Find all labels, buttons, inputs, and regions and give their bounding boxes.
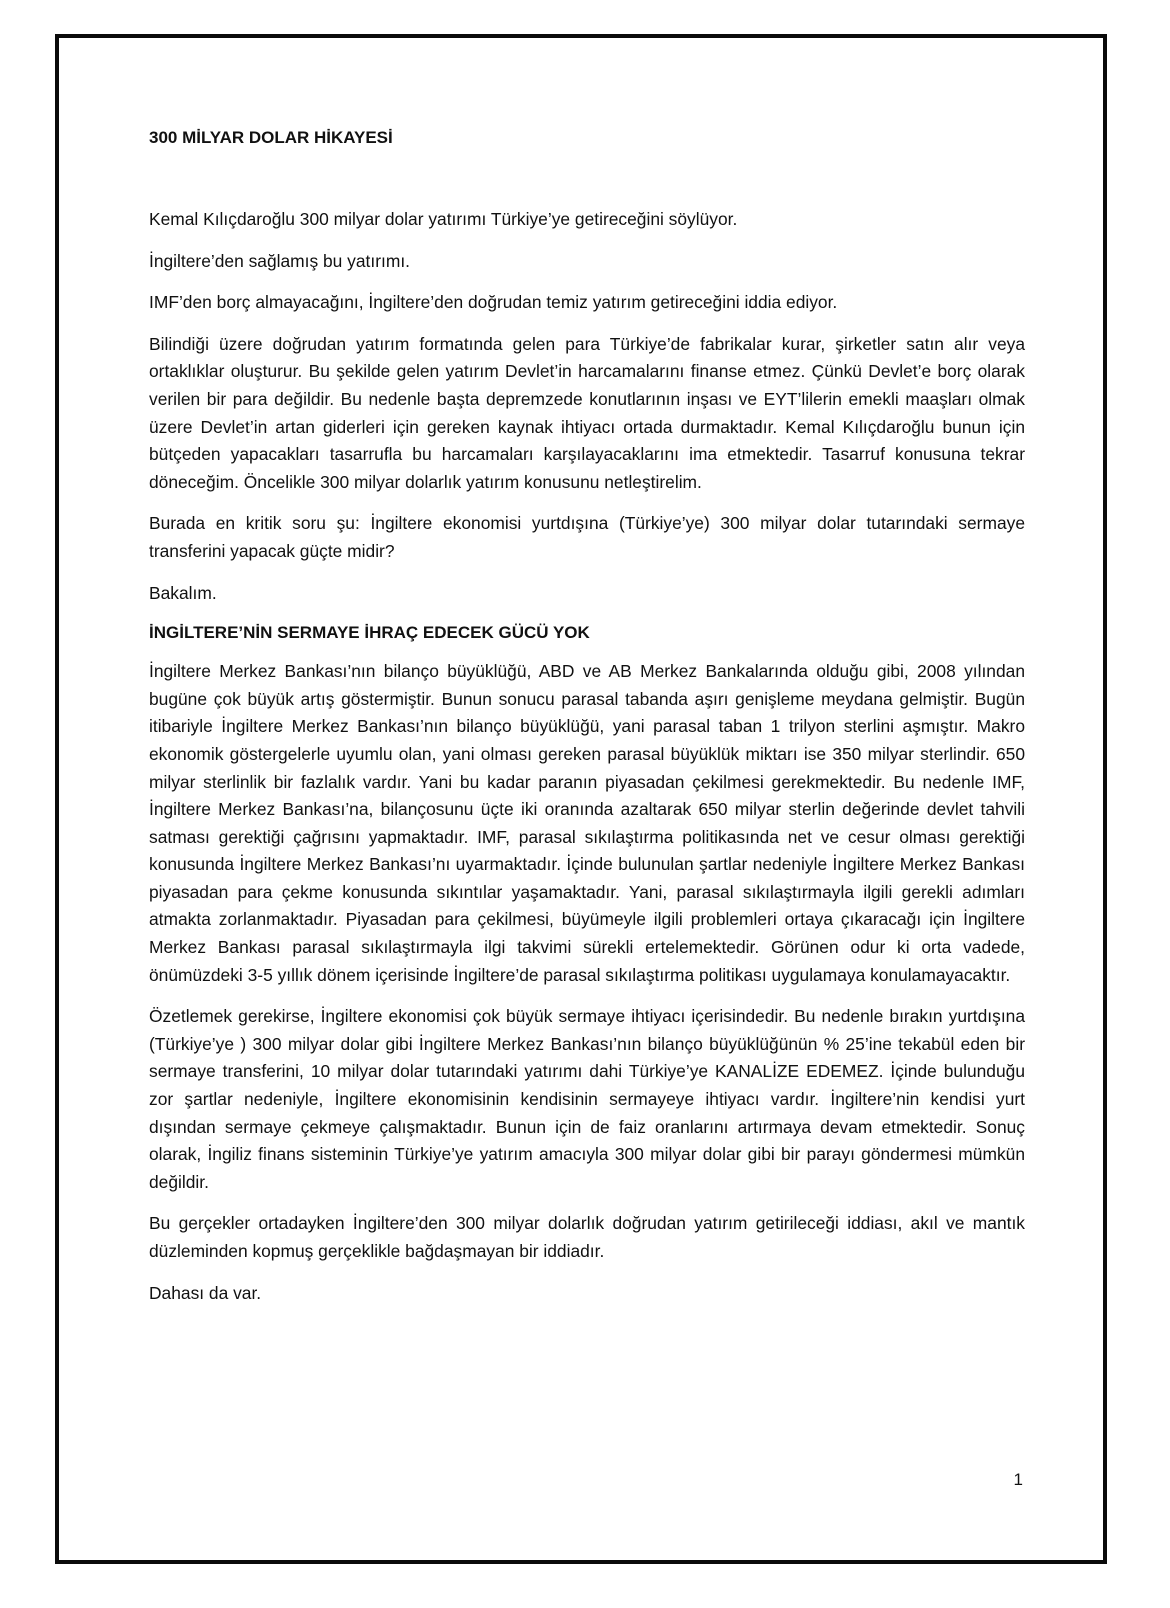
paragraph-intro-6: Bakalım. [149,582,217,603]
document-title: 300 MİLYAR DOLAR HİKAYESİ [149,128,393,147]
page-frame [55,34,1107,1564]
paragraph-main-3: Bu gerçekler ortadayken İngiltere’den 300 milyar dolarlık doğrudan yatırım getirileceği iddiası, akıl ve mantık düzleminden kopmuş gerçeklikle bağdaşmayan bir iddiadır. [149,1213,1025,1261]
section-heading: İNGİLTERE’NİN SERMAYE İHRAÇ EDECEK GÜCÜ YOK [149,623,590,643]
paragraph-main-4: Dahası da var. [149,1282,262,1303]
paragraph-main-1: İngiltere Merkez Bankası’nın bilanço büyüklüğü, ABD ve AB Merkez Bankalarında olduğu gibi, 2008 yılından bugüne çok büyük artış göstermiştir. Bunun sonucu parasal tabanda aşırı genişleme meydana gelmiştir. Bugün itibariyle İngiltere Merkez Bankası’nın bilanço büyüklüğü, yani parasal taban 1 trilyon sterlini aşmıştır. Makro ekonomik göstergelerle uyumlu olan, yani olması gereken parasal büyüklük miktarı ise 350 milyar sterlindir. 650 milyar sterlinlik bir fazlalık vardır. Yani bu kadar paranın piyasadan çekilmesi gerekmektedir. Bu nedenle IMF, İngiltere Merkez Bankası’na, bilançosunu üçte iki oranında azaltarak 650 milyar sterlin değerinde devlet tahvili satması gerektiği çağrısını yapmaktadır. IMF, parasal sıkılaştırma politikasında net ve cesur olması gerektiği konusunda İngiltere Merkez Bankası’nı uyarmaktadır. İçinde bulunulan şartlar nedeniyle İngiltere Merkez Bankası piyasadan para çekme konusunda sıkıntılar yaşamaktadır. Yani, parasal sıkılaştırmayla ilgili gerekli adımları atmakta zorlanmaktadır. Piyasadan para çekilmesi, büyümeyle ilgili problemleri ortaya çıkaracağı için İngiltere Merkez Bankası parasal sıkılaştırmayla ilgi takvimi sürekli ertelemektedir. Görünen odur ki orta vadede, önümüzdeki 3-5 yıllık dönem içerisinde İngiltere’de parasal sıkılaştırma politikası uygulamaya konulamayacaktır. [149,661,1025,985]
paragraph-intro-1: Kemal Kılıçdaroğlu 300 milyar dolar yatırımı Türkiye’ye getireceğini söylüyor. [149,209,738,229]
page-number: 1 [1013,1470,1023,1489]
paragraph-intro-4: Bilindiği üzere doğrudan yatırım formatında gelen para Türkiye’de fabrikalar kurar, şirketler satın alır veya ortaklıklar oluşturur. Bu şekilde gelen yatırım Devlet’in harcamalarını finanse etmez. Çünkü Devlet’e borç olarak verilen bir para değildir. Bu nedenle başta depremzede konutlarının inşası ve EYT’lilerin emekli maaşları olmak üzere Devlet’in artan giderleri için gereken kaynak ihtiyacı ortada durmaktadır. Kemal Kılıçdaroğlu bunun için bütçeden yapacakları tasarrufla bu harcamaları karşılayacaklarını ima etmektedir. Tasarruf konusuna tekrar döneceğim. Öncelikle 300 milyar dolarlık yatırım konusunu netleştirelim. [149,333,1025,492]
document-body [149,126,1025,1321]
paragraph-intro-3: IMF’den borç almayacağını, İngiltere’den doğrudan temiz yatırım getireceğini iddia ediyor. [149,292,838,313]
paragraph-main-2: Özetlemek gerekirse, İngiltere ekonomisi çok büyük sermaye ihtiyacı içerisindedir. Bu nedenle bırakın yurtdışına (Türkiye’ye ) 300 milyar dolar gibi İngiltere Merkez Bankası’nın bilanço büyüklüğünün % 25’ine tekabül eden bir sermaye transferini, 10 milyar dolar tutarındaki yatırımı dahi Türkiye’ye KANALİZE EDEMEZ. İçinde bulunduğu zor şartlar nedeniyle, İngiltere ekonomisinin kendisinin sermayeye ihtiyacı vardır. İngiltere’nin kendisi yurt dışından sermaye çekmeye çalışmaktadır. Bunun için de faiz oranlarını artırmaya devam etmektedir. Sonuç olarak, İngiliz finans sisteminin Türkiye’ye yatırım amacıyla 300 milyar dolar gibi bir parayı göndermesi mümkün değildir. [149,1006,1025,1192]
paragraph-intro-2: İngiltere’den sağlamış bu yatırımı. [149,250,410,271]
paragraph-intro-5: Burada en kritik soru şu: İngiltere ekonomisi yurtdışına (Türkiye’ye) 300 milyar dolar tutarındaki sermaye transferini yapacak güçte midir? [149,513,1025,561]
